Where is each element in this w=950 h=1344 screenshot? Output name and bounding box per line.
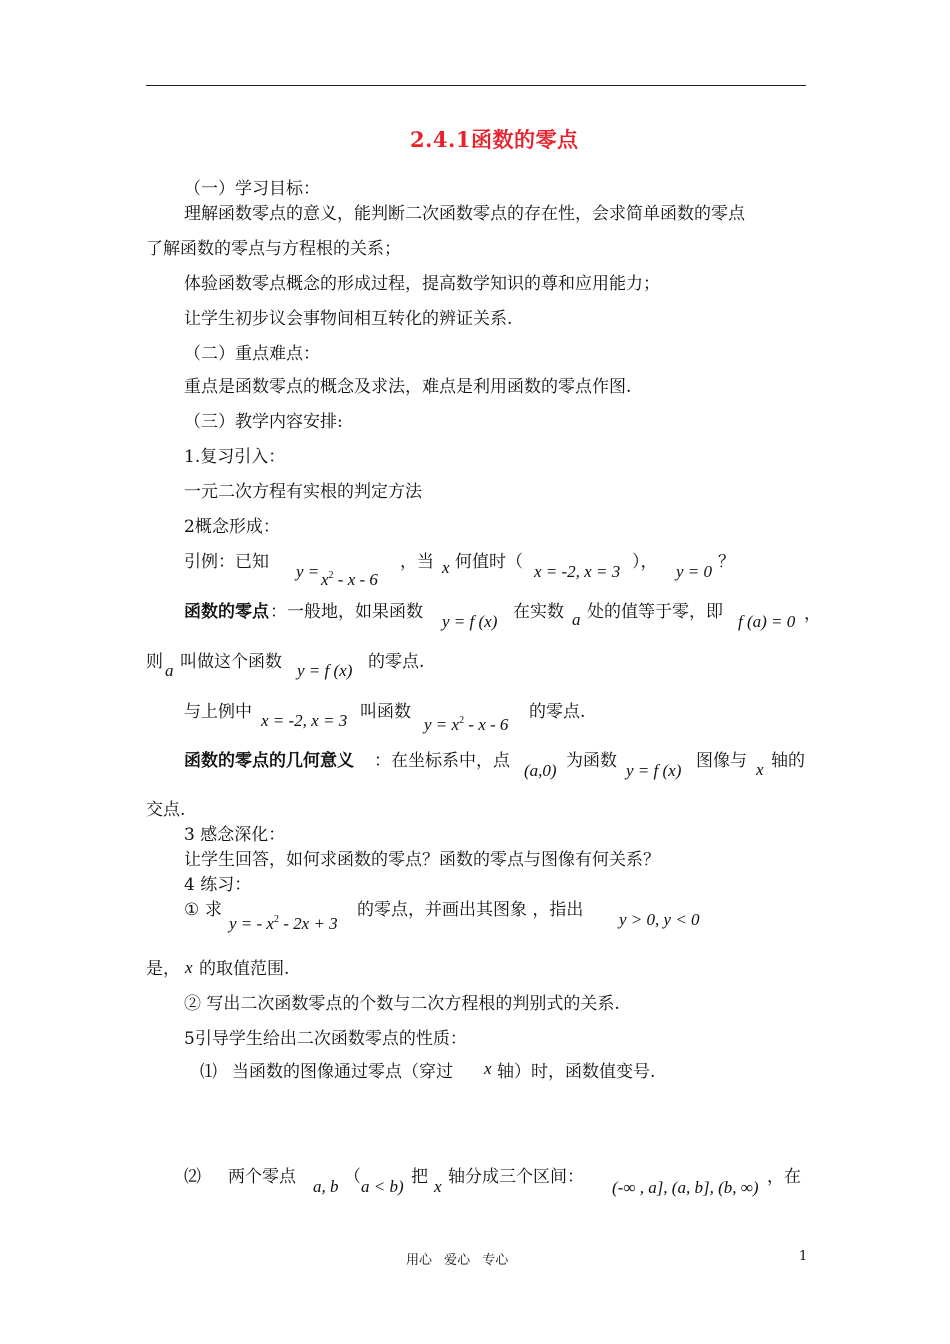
example2-values: x = -2, x = 3 — [261, 711, 348, 730]
step-2-heading: 2概念形成： — [184, 517, 280, 537]
step-4-heading: 4 练习： — [184, 875, 252, 895]
exercise-1-formula: y = - $x^2 - 2x + 3$ — [229, 914, 338, 933]
property-2-text-4: 轴分成三个区间： — [448, 1167, 584, 1187]
property-2-open: （ — [344, 1167, 361, 1187]
property-1-x: x — [484, 1059, 492, 1078]
keypoints-line: 重点是函数零点的概念及求法，难点是利用函数的零点作图. — [184, 377, 632, 397]
definition-text-2: 在实数 — [513, 602, 564, 622]
example-values: x = -2, x = 3 — [534, 562, 621, 581]
property-2-number: ⑵ — [184, 1167, 201, 1187]
section-3-heading: （三）教学内容安排: — [184, 412, 343, 432]
property-1-text-1: 当函数的图像通过零点（穿过 — [232, 1062, 453, 1082]
exercise-1-text-3: 是， — [146, 959, 180, 979]
geometric-text-4: 轴的 — [771, 751, 805, 771]
property-2-x: x — [434, 1177, 442, 1196]
goal-line-2: 了解函数的零点与方程根的关系； — [146, 239, 401, 259]
property-2-text-1: 两个零点 — [228, 1167, 296, 1187]
geometric-x: x — [756, 760, 764, 779]
definition-text-1: ：一般地，如果函数 — [270, 602, 423, 622]
example2-text-1: 与上例中 — [184, 702, 252, 722]
example-question: ？ — [718, 552, 735, 572]
property-1-text-2: 轴）时，函数值变号. — [497, 1062, 656, 1082]
property-2-condition: a < b) — [361, 1177, 404, 1196]
step-3-heading: 3 感念深化： — [184, 825, 286, 845]
example-close: ）， — [632, 552, 658, 572]
goal-line-1: 理解函数零点的意义，能判断二次函数零点的存在性，会求简单函数的零点 — [184, 204, 745, 224]
example-lead: 引例：已知 — [184, 552, 269, 572]
geometric-text-1: ：在坐标系中，点 — [374, 751, 510, 771]
geometric-function: y = f (x) — [626, 761, 682, 780]
example2-formula: $y = x^2 - x - 6$ — [424, 715, 509, 734]
definition-fa-zero: f (a) = 0 — [738, 612, 796, 631]
definition-text-7: 的零点. — [368, 652, 425, 672]
property-1-number: ⑴ — [200, 1062, 217, 1082]
section-1-heading: （一）学习目标： — [184, 179, 320, 199]
definition-comma: ， — [804, 604, 821, 624]
step-1-text: 一元二次方程有实根的判定方法 — [184, 482, 422, 502]
exercise-1-x: x — [185, 958, 193, 977]
property-2-intervals: (-∞ , a], (a, b], (b, ∞) — [612, 1178, 759, 1197]
exercise-1-text-2: 的零点，并画出其图象 ，指出 — [357, 900, 584, 920]
goal-line-3: 体验函数零点概念的形成过程，提高数学知识的尊和应用能力； — [184, 274, 660, 294]
exercise-2: ② 写出二次函数零点的个数与二次方程根的判别式的关系. — [184, 994, 620, 1014]
geometric-text-3: 图像与 — [696, 751, 747, 771]
example-formula-x2: $x^2$ - x - 6 — [321, 570, 378, 589]
definition-text-6: 叫做这个函数 — [180, 652, 282, 672]
page-number: 1 — [799, 1249, 808, 1264]
geometric-point: (a,0) — [524, 761, 557, 780]
geometric-text-5: 交点. — [146, 800, 186, 820]
definition-then: 则 — [146, 652, 163, 672]
geometric-text-2: 为函数 — [566, 751, 617, 771]
step-5-heading: 5引导学生给出二次函数零点的性质： — [184, 1029, 467, 1049]
step-1-heading: 1.复习引入： — [184, 447, 286, 467]
definition-term: 函数的零点 — [184, 602, 269, 622]
footer-slogan: 用心 爱心 专心 — [406, 1253, 509, 1268]
property-2-text-3: 把 — [411, 1167, 428, 1187]
definition-a: a — [572, 610, 581, 629]
definition-function: y = f (x) — [442, 612, 498, 631]
exercise-1-number: ① — [184, 900, 200, 920]
definition-a-2: a — [165, 661, 174, 680]
page-title: 2.4.1函数的零点 — [410, 127, 579, 152]
goal-line-4: 让学生初步议会事物间相互转化的辨证关系. — [184, 309, 513, 329]
exercise-1-condition: y > 0, y < 0 — [619, 910, 700, 929]
geometric-term: 函数的零点的几何意义 — [184, 751, 354, 771]
example-formula-y: y = — [296, 562, 320, 581]
header-rule — [146, 85, 806, 86]
example-var-x: x — [442, 558, 450, 577]
property-2-ab: a, b — [313, 1177, 339, 1196]
exercise-1-text-4: 的取值范围. — [199, 959, 290, 979]
section-2-heading: （二）重点难点： — [184, 344, 320, 364]
exercise-1-seek: 求 — [205, 900, 222, 920]
example-which-values: 何值时（ — [455, 552, 523, 572]
property-2-text-5: ，在 — [767, 1167, 801, 1187]
definition-text-3: 处的值等于零，即 — [587, 602, 723, 622]
example-when: ，当 — [400, 552, 434, 572]
example2-text-3: 的零点. — [529, 702, 586, 722]
example2-text-2: 叫函数 — [360, 702, 411, 722]
step-3-text: 让学生回答，如何求函数的零点？函数的零点与图像有何关系？ — [184, 850, 660, 870]
definition-function-2: y = f (x) — [297, 661, 353, 680]
example-y-zero: y = 0 — [676, 562, 713, 581]
